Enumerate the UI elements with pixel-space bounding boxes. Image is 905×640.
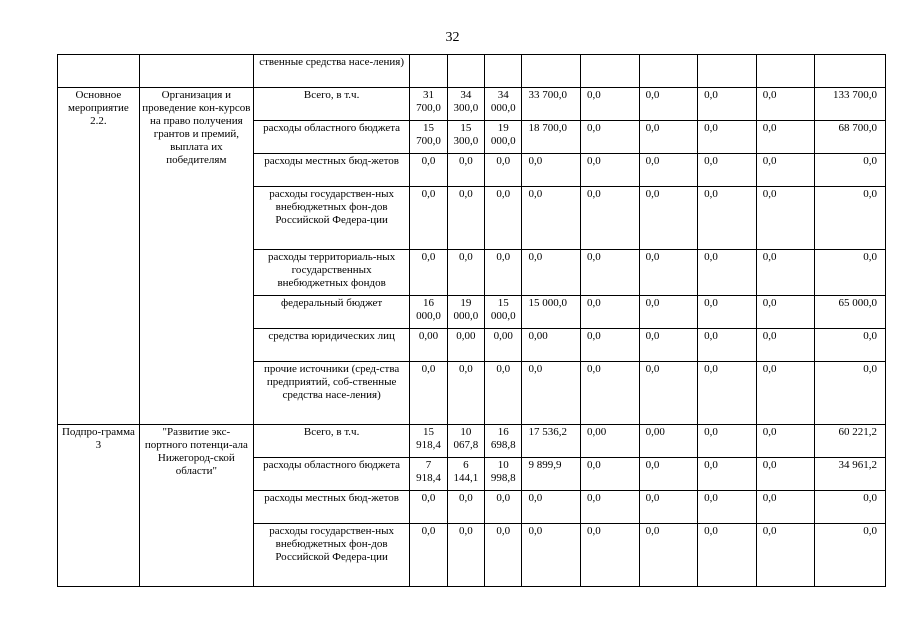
value-cell: 0,0 xyxy=(581,296,640,329)
value-cell xyxy=(639,55,698,88)
value-cell: 0,0 xyxy=(581,88,640,121)
funding-source-cell: прочие источники (сред-ства предприятий, соб-ственные средства насе-ления) xyxy=(253,362,410,425)
value-cell: 10 998,8 xyxy=(485,458,522,491)
value-cell: 0,0 xyxy=(639,296,698,329)
funding-source-cell: расходы местных бюд-жетов xyxy=(253,154,410,187)
value-cell: 0,0 xyxy=(485,250,522,296)
value-cell: 0,0 xyxy=(756,88,815,121)
value-cell: 0,0 xyxy=(581,491,640,524)
program-name-cell xyxy=(139,55,253,88)
value-cell: 0,0 xyxy=(522,362,581,425)
value-cell: 31 700,0 xyxy=(410,88,447,121)
value-cell: 0,00 xyxy=(522,329,581,362)
value-cell: 0,0 xyxy=(698,362,757,425)
funding-source-cell: ственные средства насе-ления) xyxy=(253,55,410,88)
total-cell: 0,0 xyxy=(815,329,886,362)
value-cell: 0,0 xyxy=(698,88,757,121)
value-cell: 0,0 xyxy=(698,491,757,524)
program-code-cell: Основное мероприятие 2.2. xyxy=(58,88,140,425)
table-row xyxy=(58,88,886,121)
value-cell: 0,0 xyxy=(485,187,522,250)
value-cell: 0,0 xyxy=(581,362,640,425)
value-cell: 0,0 xyxy=(698,250,757,296)
program-code-cell xyxy=(58,55,140,88)
value-cell xyxy=(581,55,640,88)
value-cell: 0,0 xyxy=(410,362,447,425)
total-cell xyxy=(815,55,886,88)
value-cell: 0,00 xyxy=(447,329,484,362)
value-cell: 0,00 xyxy=(485,329,522,362)
program-code-cell: Подпро-грамма 3 xyxy=(58,425,140,587)
total-cell: 60 221,2 xyxy=(815,425,886,458)
total-cell: 0,0 xyxy=(815,491,886,524)
value-cell: 16 000,0 xyxy=(410,296,447,329)
table-row xyxy=(58,55,886,88)
value-cell: 0,0 xyxy=(698,296,757,329)
value-cell: 0,0 xyxy=(485,362,522,425)
value-cell: 0,0 xyxy=(698,329,757,362)
value-cell: 7 918,4 xyxy=(410,458,447,491)
value-cell: 0,0 xyxy=(485,491,522,524)
value-cell: 0,00 xyxy=(410,329,447,362)
value-cell xyxy=(410,55,447,88)
value-cell: 0,0 xyxy=(639,362,698,425)
total-cell: 0,0 xyxy=(815,187,886,250)
value-cell: 0,0 xyxy=(756,458,815,491)
value-cell: 0,0 xyxy=(639,458,698,491)
value-cell xyxy=(756,55,815,88)
value-cell: 0,0 xyxy=(639,154,698,187)
funding-source-cell: Всего, в т.ч. xyxy=(253,88,410,121)
value-cell: 0,0 xyxy=(581,121,640,154)
value-cell: 34 300,0 xyxy=(447,88,484,121)
total-cell: 34 961,2 xyxy=(815,458,886,491)
program-name-cell: "Развитие экс-портного потенци-ала Нижегород-ской области" xyxy=(139,425,253,587)
value-cell: 0,0 xyxy=(447,154,484,187)
value-cell: 0,0 xyxy=(698,121,757,154)
value-cell: 0,00 xyxy=(639,425,698,458)
value-cell: 0,0 xyxy=(756,491,815,524)
value-cell: 0,0 xyxy=(522,524,581,587)
total-cell: 133 700,0 xyxy=(815,88,886,121)
total-cell: 0,0 xyxy=(815,524,886,587)
value-cell: 0,0 xyxy=(447,524,484,587)
value-cell: 0,0 xyxy=(522,491,581,524)
value-cell: 19 000,0 xyxy=(447,296,484,329)
total-cell: 0,0 xyxy=(815,154,886,187)
value-cell: 0,0 xyxy=(447,362,484,425)
funding-source-cell: расходы государствен-ных внебюджетных фон-дов Российской Федера-ции xyxy=(253,187,410,250)
value-cell: 0,0 xyxy=(756,187,815,250)
funding-source-cell: расходы местных бюд-жетов xyxy=(253,491,410,524)
value-cell: 0,0 xyxy=(447,491,484,524)
total-cell: 0,0 xyxy=(815,250,886,296)
total-cell: 0,0 xyxy=(815,362,886,425)
value-cell: 18 700,0 xyxy=(522,121,581,154)
total-cell: 65 000,0 xyxy=(815,296,886,329)
value-cell: 15 000,0 xyxy=(522,296,581,329)
funding-source-cell: расходы областного бюджета xyxy=(253,458,410,491)
value-cell: 0,0 xyxy=(756,425,815,458)
value-cell: 0,0 xyxy=(756,329,815,362)
value-cell: 0,0 xyxy=(410,154,447,187)
value-cell: 0,0 xyxy=(756,296,815,329)
value-cell: 10 067,8 xyxy=(447,425,484,458)
value-cell: 19 000,0 xyxy=(485,121,522,154)
value-cell: 0,0 xyxy=(581,524,640,587)
value-cell: 0,0 xyxy=(581,458,640,491)
value-cell: 0,0 xyxy=(698,187,757,250)
total-cell: 68 700,0 xyxy=(815,121,886,154)
funding-source-cell: расходы территориаль-ных государственных внебюджетных фондов xyxy=(253,250,410,296)
value-cell: 15 300,0 xyxy=(447,121,484,154)
value-cell: 0,0 xyxy=(698,425,757,458)
value-cell: 0,0 xyxy=(639,329,698,362)
value-cell: 0,0 xyxy=(410,250,447,296)
funding-source-cell: средства юридических лиц xyxy=(253,329,410,362)
value-cell: 0,0 xyxy=(581,154,640,187)
value-cell: 0,0 xyxy=(410,491,447,524)
value-cell xyxy=(447,55,484,88)
table-row xyxy=(58,425,886,458)
value-cell: 0,00 xyxy=(581,425,640,458)
value-cell: 0,0 xyxy=(639,524,698,587)
value-cell: 16 698,8 xyxy=(485,425,522,458)
value-cell: 0,0 xyxy=(410,524,447,587)
value-cell: 0,0 xyxy=(756,154,815,187)
value-cell: 0,0 xyxy=(639,187,698,250)
value-cell: 0,0 xyxy=(756,362,815,425)
value-cell: 9 899,9 xyxy=(522,458,581,491)
budget-table xyxy=(57,54,886,587)
value-cell: 0,0 xyxy=(639,250,698,296)
program-name-cell: Организация и проведение кон-курсов на право получения грантов и премий, выплата их победителям xyxy=(139,88,253,425)
page-number: 32 xyxy=(445,30,460,45)
value-cell: 0,0 xyxy=(522,154,581,187)
value-cell: 0,0 xyxy=(756,524,815,587)
value-cell: 0,0 xyxy=(581,187,640,250)
table-body xyxy=(58,55,886,587)
value-cell: 0,0 xyxy=(581,250,640,296)
value-cell: 0,0 xyxy=(698,458,757,491)
value-cell: 0,0 xyxy=(698,154,757,187)
value-cell: 0,0 xyxy=(447,250,484,296)
value-cell: 0,0 xyxy=(698,524,757,587)
value-cell: 0,0 xyxy=(485,154,522,187)
value-cell: 17 536,2 xyxy=(522,425,581,458)
value-cell: 0,0 xyxy=(447,187,484,250)
value-cell: 0,0 xyxy=(756,250,815,296)
value-cell xyxy=(698,55,757,88)
value-cell: 0,0 xyxy=(522,187,581,250)
value-cell: 0,0 xyxy=(410,187,447,250)
value-cell xyxy=(522,55,581,88)
value-cell: 15 918,4 xyxy=(410,425,447,458)
value-cell: 0,0 xyxy=(756,121,815,154)
value-cell: 34 000,0 xyxy=(485,88,522,121)
funding-source-cell: Всего, в т.ч. xyxy=(253,425,410,458)
value-cell: 15 700,0 xyxy=(410,121,447,154)
value-cell xyxy=(485,55,522,88)
funding-source-cell: расходы государствен-ных внебюджетных фон-дов Российской Федера-ции xyxy=(253,524,410,587)
value-cell: 6 144,1 xyxy=(447,458,484,491)
value-cell: 0,0 xyxy=(581,329,640,362)
funding-source-cell: федеральный бюджет xyxy=(253,296,410,329)
value-cell: 0,0 xyxy=(639,121,698,154)
value-cell: 15 000,0 xyxy=(485,296,522,329)
value-cell: 0,0 xyxy=(522,250,581,296)
value-cell: 0,0 xyxy=(485,524,522,587)
value-cell: 0,0 xyxy=(639,491,698,524)
value-cell: 33 700,0 xyxy=(522,88,581,121)
funding-source-cell: расходы областного бюджета xyxy=(253,121,410,154)
value-cell: 0,0 xyxy=(639,88,698,121)
